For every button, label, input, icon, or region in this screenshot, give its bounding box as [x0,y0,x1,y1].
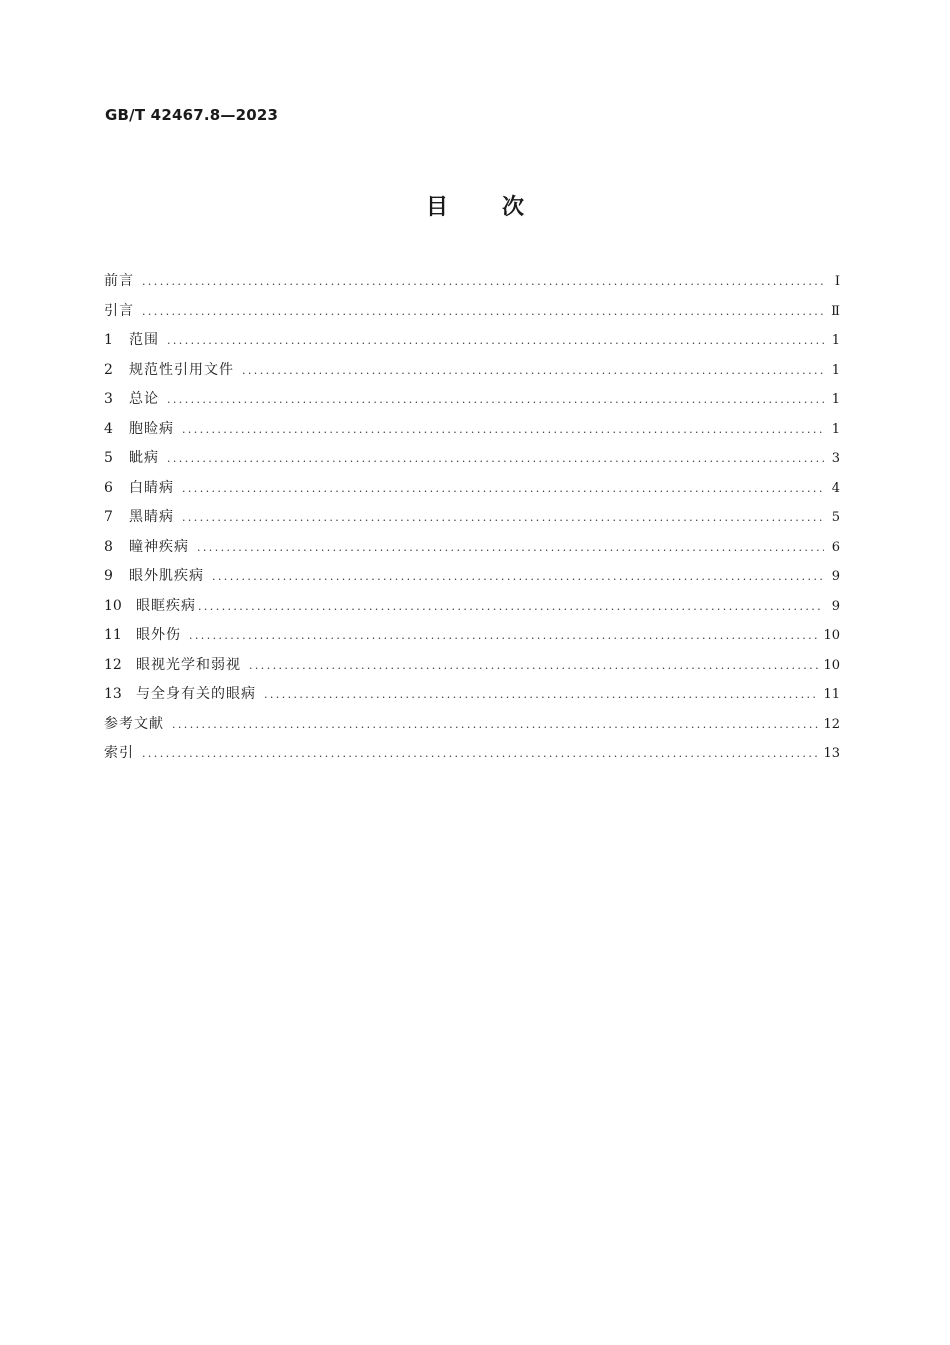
toc-entry-label: 总论 [129,391,159,407]
toc-entry-page: Ⅱ [831,303,840,319]
toc-entry-number: 12 [104,656,122,673]
toc-entry-bibliography[interactable] [104,710,840,740]
toc-leader-dots [198,592,824,622]
toc-entry-label: 参考文献 [104,715,164,732]
toc-entry-label: 眦病 [129,450,159,466]
page-title: 目次 [425,195,578,220]
toc-entry-number: 2 [104,361,113,378]
toc-entry-11[interactable] [104,621,840,651]
toc-entry-introduction[interactable] [104,297,840,327]
toc-entry-10[interactable] [104,592,840,622]
toc-entry-label: 规范性引用文件 [129,361,234,378]
toc-leader-dots [167,326,824,356]
toc-entry-page: 10 [823,657,840,673]
toc-entry-13[interactable] [104,680,840,710]
toc-entry-label: 眼外肌疾病 [129,568,204,584]
toc-entry-label: 黑睛病 [129,509,174,525]
toc-entry-page: 1 [831,421,840,437]
toc-entry-page: 9 [831,569,840,584]
toc-entry-9[interactable] [104,562,840,592]
toc-entry-index[interactable] [104,739,840,769]
toc-entry-1[interactable] [104,326,840,356]
toc-leader-dots [182,415,824,445]
toc-entry-label: 眼视光学和弱视 [136,656,241,673]
toc-entry-label: 索引 [104,745,134,761]
toc-entry-foreword[interactable] [104,267,840,297]
toc-entry-number: 13 [104,686,122,702]
toc-entry-12[interactable] [104,651,840,681]
toc-entry-number: 11 [104,627,122,643]
toc-leader-dots [142,267,824,297]
toc-leader-dots [142,297,824,327]
toc-entry-4[interactable] [104,415,840,445]
toc-entry-page: 6 [831,539,840,555]
toc-entry-number: 4 [104,420,113,437]
table-of-contents [104,267,840,769]
toc-entry-number: 1 [104,332,113,348]
toc-entry-label: 眼外伤 [136,627,181,643]
toc-entry-3[interactable] [104,385,840,415]
toc-entry-label: 与全身有关的眼病 [136,686,256,702]
toc-entry-number: 9 [104,568,113,584]
toc-entry-page: 3 [831,451,840,466]
toc-entry-page: 11 [823,687,840,702]
toc-leader-dots [182,503,824,533]
toc-entry-page: Ⅰ [834,274,840,289]
toc-entry-label: 眼眶疾病 [136,597,196,614]
toc-leader-dots [212,562,824,592]
toc-entry-label: 胞睑病 [129,420,174,437]
toc-entry-page: 5 [831,510,840,525]
toc-leader-dots [172,710,819,740]
toc-leader-dots [182,474,824,504]
toc-entry-page: 10 [823,628,840,643]
toc-leader-dots [264,680,819,710]
toc-entry-label: 引言 [104,302,134,319]
toc-entry-number: 5 [104,450,113,466]
toc-entry-6[interactable] [104,474,840,504]
toc-entry-page: 4 [831,480,840,496]
toc-entry-number: 8 [104,538,113,555]
toc-entry-7[interactable] [104,503,840,533]
toc-entry-page: 1 [831,362,840,378]
toc-entry-page: 1 [831,392,840,407]
toc-leader-dots [142,739,819,769]
toc-entry-label: 范围 [129,332,159,348]
toc-entry-8[interactable] [104,533,840,563]
toc-entry-5[interactable] [104,444,840,474]
toc-entry-2[interactable] [104,356,840,386]
toc-entry-label: 白睛病 [129,479,174,496]
toc-entry-label: 瞳神疾病 [129,538,189,555]
toc-entry-page: 13 [823,746,840,761]
toc-leader-dots [167,444,824,474]
toc-entry-number: 10 [104,597,122,614]
toc-leader-dots [197,533,824,563]
toc-entry-label: 前言 [104,273,134,289]
toc-leader-dots [249,651,819,681]
toc-entry-number: 3 [104,391,113,407]
toc-entry-number: 7 [104,509,113,525]
toc-entry-page: 1 [831,333,840,348]
toc-entry-page: 9 [831,598,840,614]
toc-leader-dots [242,356,824,386]
toc-entry-page: 12 [823,716,840,732]
standard-code: GB/T 42467.8—2023 [105,106,279,124]
toc-leader-dots [167,385,824,415]
toc-entry-number: 6 [104,479,113,496]
toc-leader-dots [189,621,819,651]
